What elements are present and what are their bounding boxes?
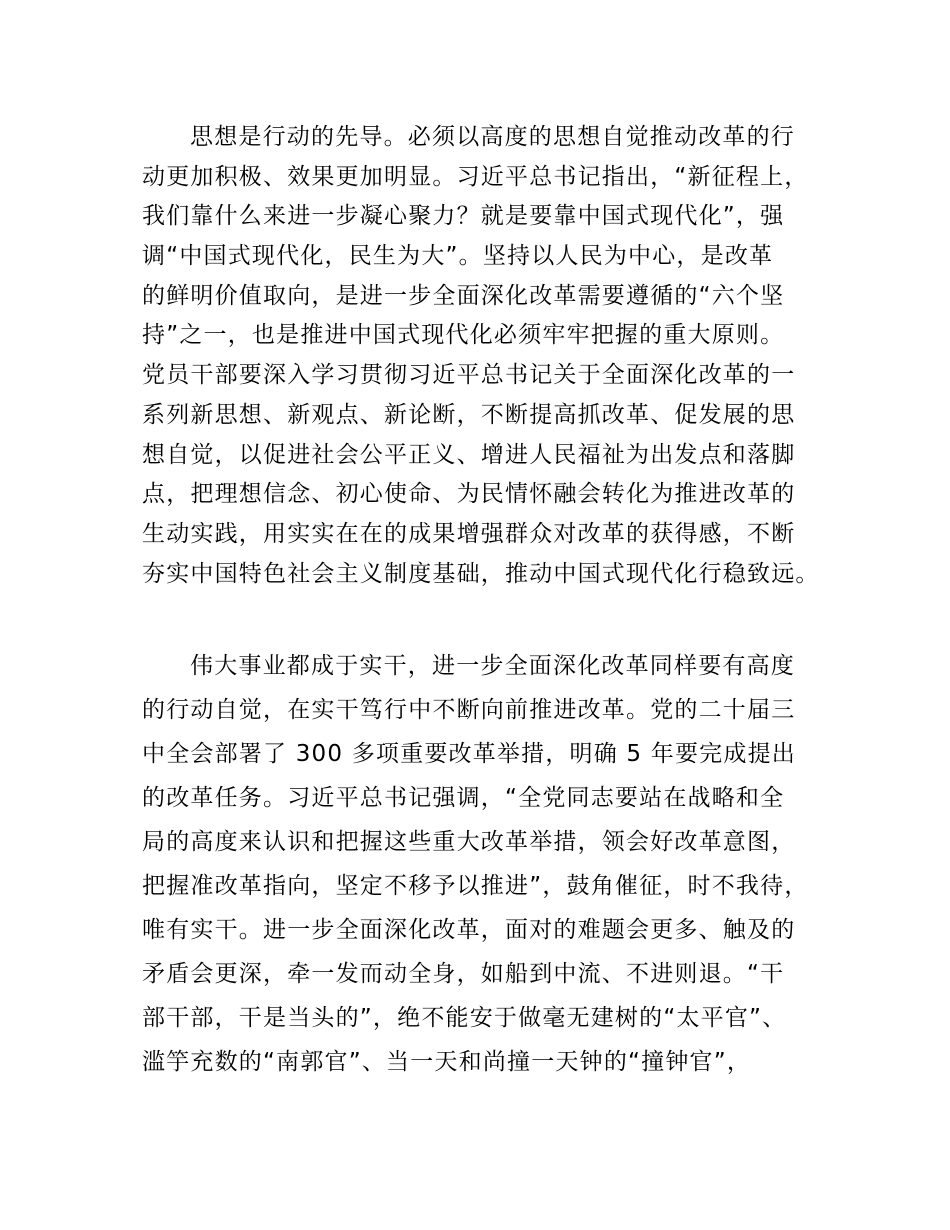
paragraph-line: 的改革任务。习近平总书记强调，“全党同志要站在战略和全 bbox=[142, 785, 785, 811]
paragraph-line: 生动实践，用实实在在的成果增强群众对改革的获得感，不断 bbox=[142, 520, 796, 547]
paragraph-line: 点，把理想信念、初心使命、为民情怀融会转化为推进改革的 bbox=[142, 481, 796, 508]
paragraph-line: 滥竽充数的“南郭官”、当一天和尚撞一天钟的“撞钟官”， bbox=[142, 1049, 752, 1075]
paragraph-line: 持”之一，也是推进中国式现代化必须牢牢把握的重大原则。 bbox=[142, 322, 785, 349]
paragraph-line: 动更加积极、效果更加明显。习近平总书记指出，“新征程上， bbox=[142, 163, 809, 190]
paragraph-2 bbox=[142, 644, 832, 1084]
paragraph-line: 伟大事业都成于实干，进一步全面深化改革同样要有高度 bbox=[190, 653, 795, 679]
paragraph-1 bbox=[142, 118, 832, 594]
paragraph-line: 矛盾会更深，牵一发而动全身，如船到中流、不进则退。“干 bbox=[142, 961, 785, 987]
paragraph-line: 想自觉，以促进社会公平正义、增进人民福祉为出发点和落脚 bbox=[142, 441, 796, 468]
paragraph-line: 思想是行动的先导。必须以高度的思想自觉推动改革的行 bbox=[190, 124, 795, 150]
paragraph-line: 的行动自觉，在实干笃行中不断向前推进改革。党的二十届三 bbox=[142, 697, 796, 723]
paragraph-line: 的鲜明价值取向，是进一步全面深化改革需要遵循的“六个坚 bbox=[142, 282, 785, 309]
paragraph-line: 局的高度来认识和把握这些重大改革举措，领会好改革意图， bbox=[142, 829, 796, 855]
paragraph-line: 唯有实干。进一步全面深化改革，面对的难题会更多、触及的 bbox=[142, 917, 796, 943]
paragraph-line: 中全会部署了 300 多项重要改革举措，明确 5 年要完成提出 bbox=[142, 741, 796, 767]
paragraph-line: 把握准改革指向，坚定不移予以推进”，鼓角催征，时不我待， bbox=[142, 873, 809, 899]
paragraph-line: 部干部，干是当头的”，绝不能安于做毫无建树的“太平官”、 bbox=[142, 1005, 787, 1031]
paragraph-line: 系列新思想、新观点、新论断，不断提高抓改革、促发展的思 bbox=[142, 401, 796, 428]
paragraph-line: 夯实中国特色社会主义制度基础，推动中国式现代化行稳致远。 bbox=[142, 560, 820, 587]
paragraph-line: 调“中国式现代化，民生为大”。坚持以人民为中心，是改革 bbox=[142, 243, 774, 270]
paragraph-line: 党员干部要深入学习贯彻习近平总书记关于全面深化改革的一 bbox=[142, 362, 796, 389]
paragraph-line: 我们靠什么来进一步凝心聚力？就是要靠中国式现代化”，强 bbox=[142, 203, 785, 230]
